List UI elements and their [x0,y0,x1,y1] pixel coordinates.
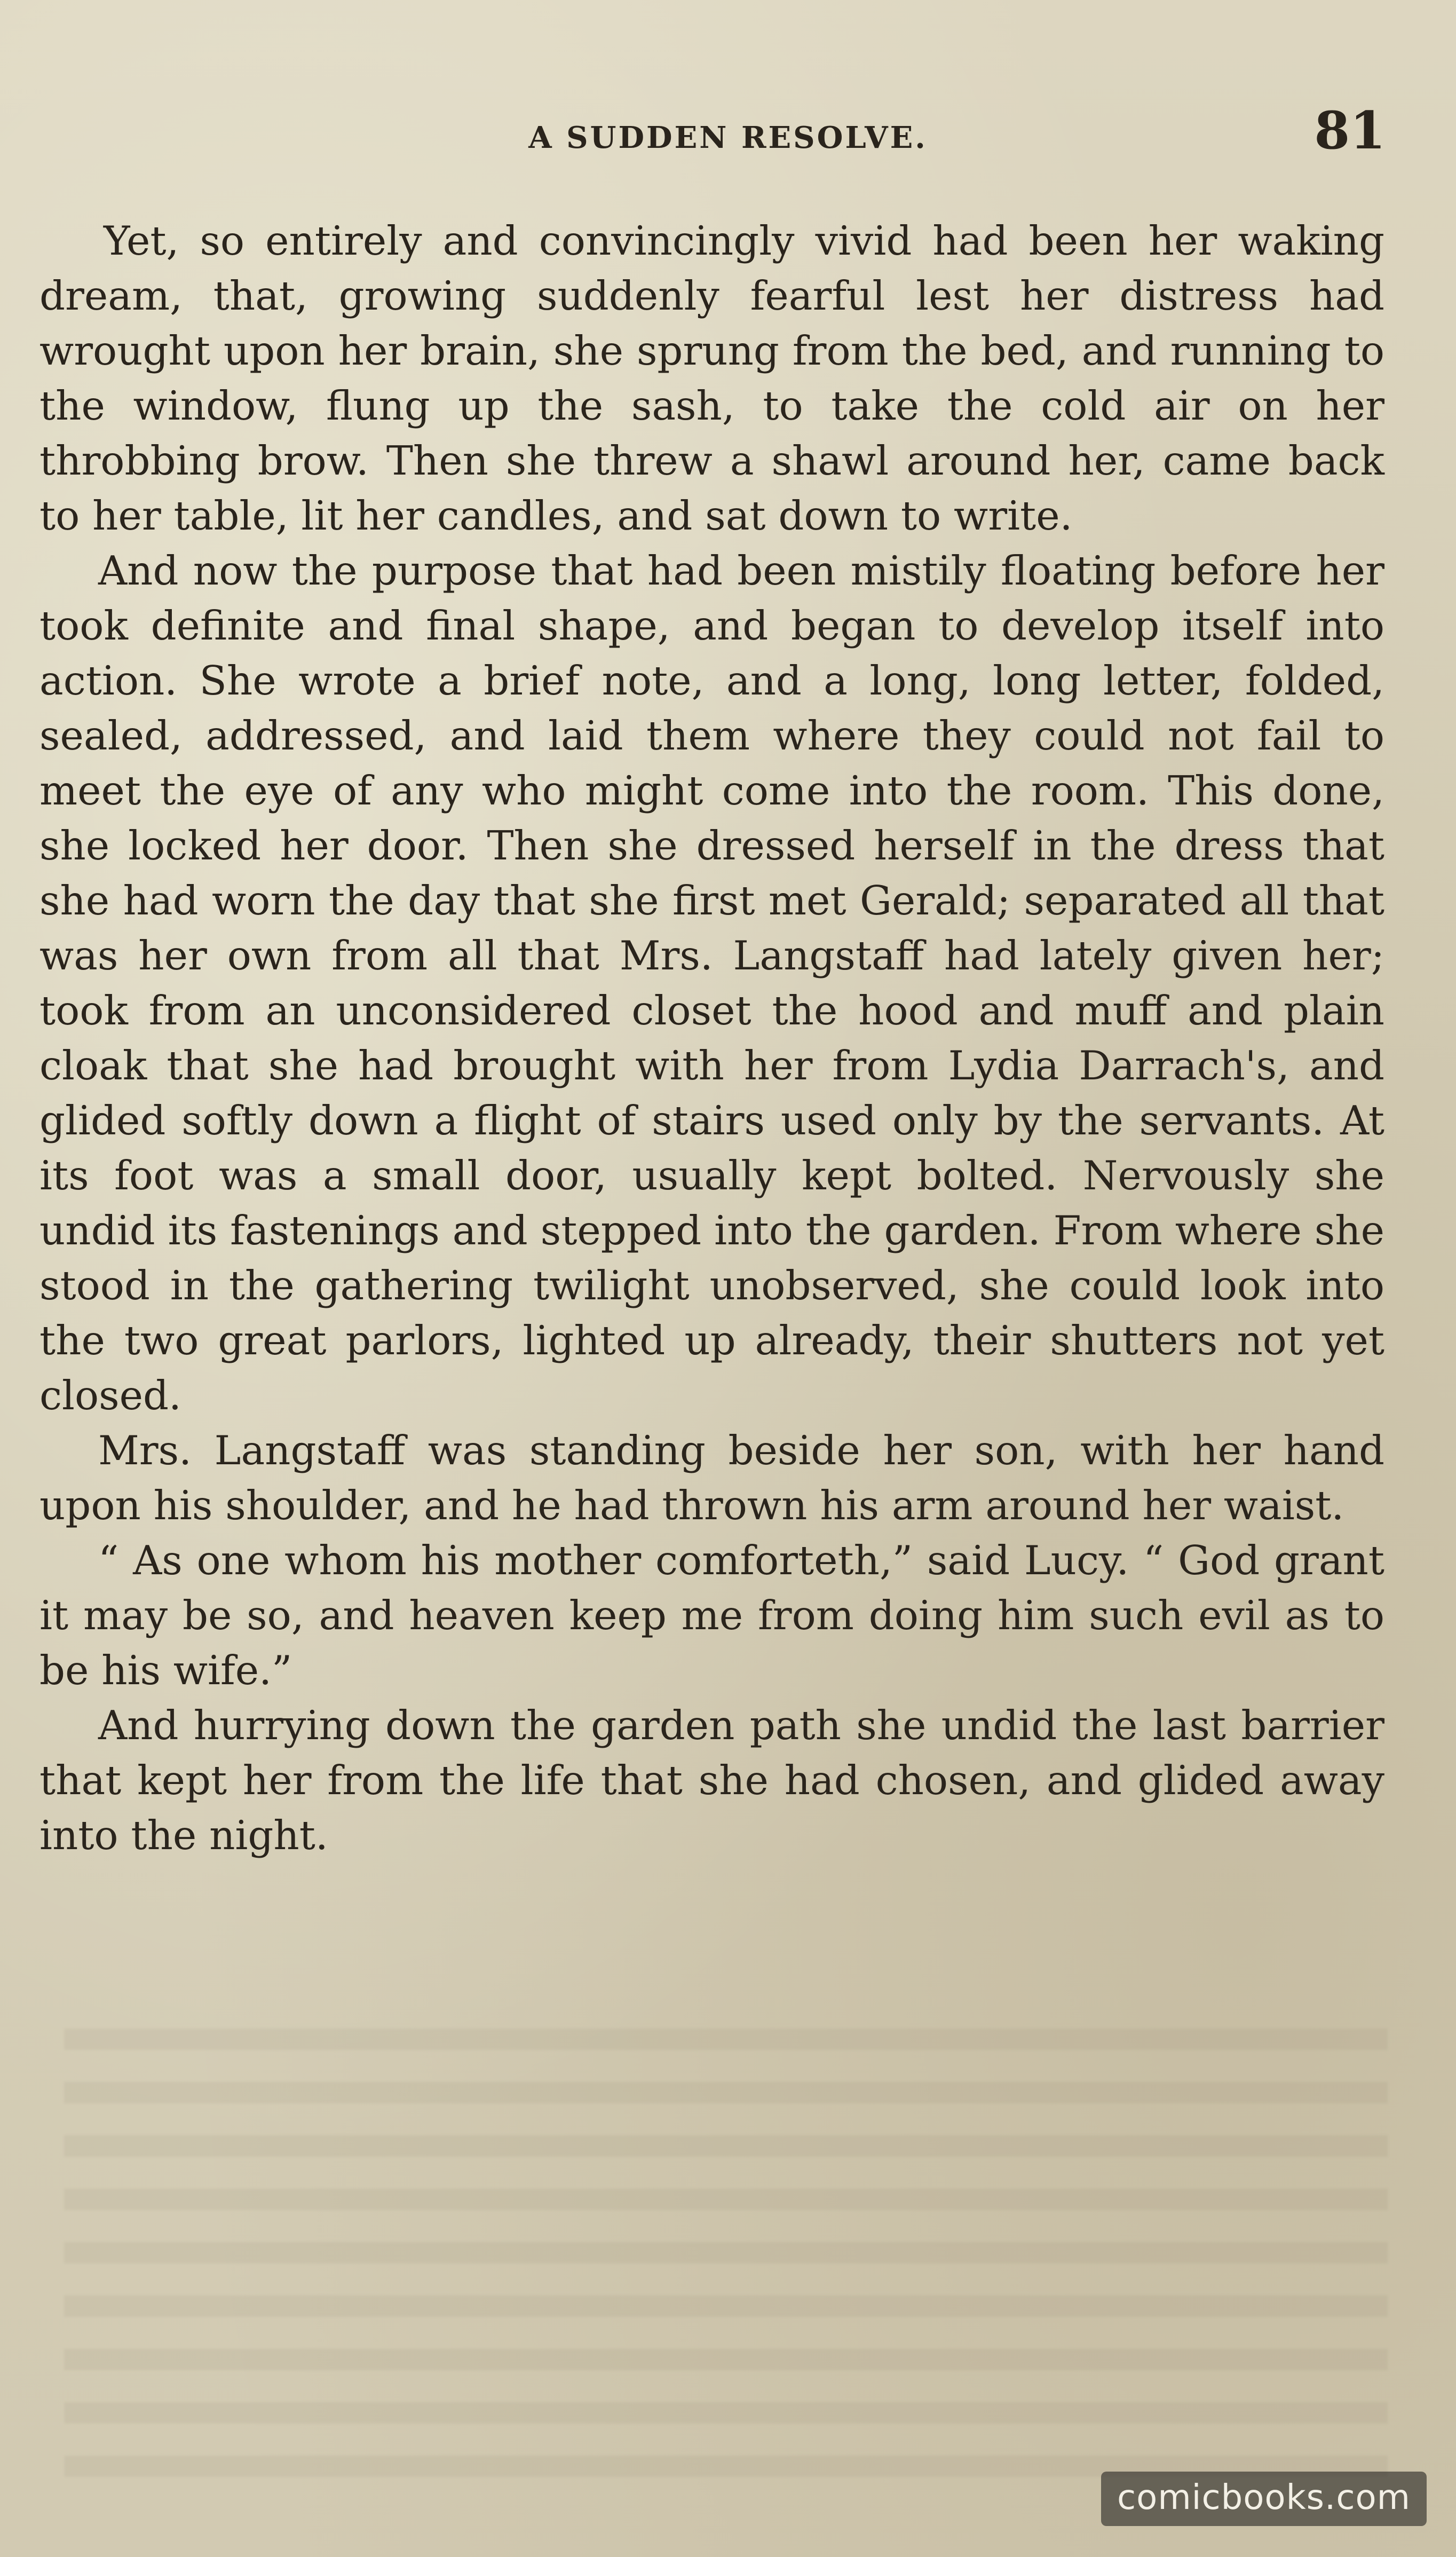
paragraph-3: Mrs. Langstaff was standing beside her son, with her hand upon his shoulder, and he had thrown his arm around her waist. [39,1427,1384,1529]
running-head [0,100,1456,161]
running-title: A SUDDEN RESOLVE. [528,120,928,155]
bleed-through-texture [64,1996,1388,2477]
paragraph-1: Yet, so entirely and convincingly vivid had been her waking dream, that, growing suddenly fearful lest her distress had wrought upon her brain, she sprung from the bed, and running to the window, flung up the sash, to take the cold air on her throbbing brow. Then she threw a shawl around her, came back to her table, lit her candles, and sat down to write. [39,217,1384,539]
watermark-label: comicbooks.com [1101,2472,1427,2526]
paragraph-2: And now the purpose that had been mistily floating before her took definite and final shape, and began to develop itself into action. She wrote a brief note, and a long, long letter, folded, sealed, addressed, and laid them where they could not fail to meet the eye of any who might come into the room. This done, she locked her door. Then she dressed herself in the dress that she had worn the day that she first met Gerald; separated all that was her own from all that Mrs. Langstaff had lately given her; took from an unconsidered closet the hood and muff and plain cloak that she had brought with her from Lydia Darrach's, and glided softly down a flight of stairs used only by the servants. At its foot was a small door, usually kept bolted. Nervously she undid its fastenings and stepped into the garden. From where she stood in the gathering twilight unobserved, she could look into the two great parlors, lighted up already, their shutters not yet closed. [39,547,1384,1419]
paragraph-5: And hurrying down the garden path she undid the last barrier that kept her from the life that she had chosen, and glided away into the night. [39,1702,1384,1859]
body-text [39,214,1384,1863]
paragraph-4: “ As one whom his mother comforteth,” said Lucy. “ God grant it may be so, and heaven keep me from doing him such evil as to be his wife.” [39,1537,1384,1694]
page-number: 81 [1314,100,1386,161]
